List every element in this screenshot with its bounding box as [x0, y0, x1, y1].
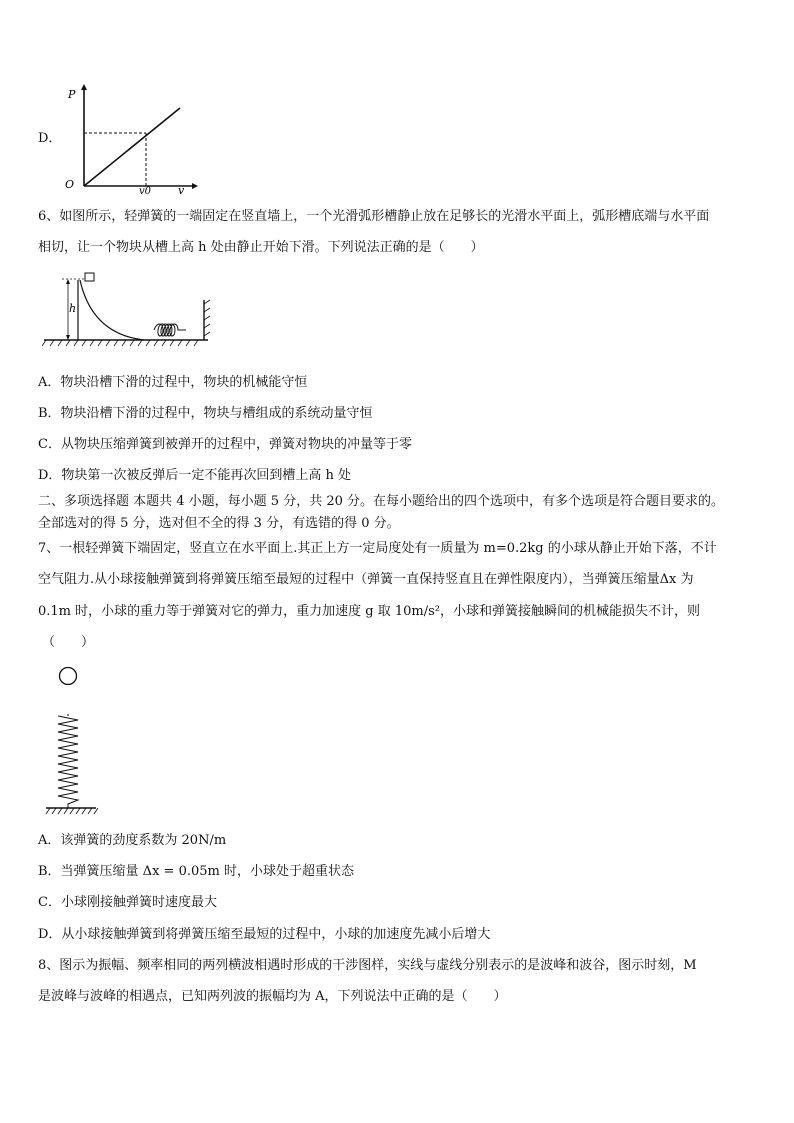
groove-spring-figure: [42, 270, 212, 348]
q6-stem-line-2: 相切，让一个物块从槽上高 h 处由静止开始下滑。下列说法正确的是（ ）: [38, 240, 484, 255]
q6-option-d: D．物块第一次被反弹后一定不能再次回到槽上高 h 处: [38, 468, 352, 483]
q6-option-b: B．物块沿槽下滑的过程中，物块与槽组成的系统动量守恒: [38, 406, 373, 421]
height-label: h: [69, 302, 77, 315]
tick-label-v0: v0: [139, 186, 152, 197]
origin-label: O: [65, 178, 75, 191]
option-letter-d: D．: [38, 131, 62, 146]
axis-label-v: v: [178, 184, 185, 197]
q8-stem-line-2: 是波峰与波峰的相遇点，已知两列波的振幅均为 A，下列说法中正确的是（ ）: [38, 989, 507, 1004]
q7-stem-line-4: （ ）: [42, 635, 95, 650]
section-2-line-1: 二、多项选择题 本题共 4 小题，每小题 5 分，共 20 分。在每小题给出的四个选项中，有多个选项是符合题目要求的。: [38, 494, 725, 509]
ball-spring-figure: [44, 664, 100, 816]
q6-option-c: C．从物块压缩弹簧到被弹开的过程中，弹簧对物块的冲量等于零: [38, 437, 412, 452]
q7-option-d: D．从小球接触弹簧到将弹簧压缩至最短的过程中，小球的加速度先减小后增大: [38, 927, 491, 942]
q6-stem-line-1: 6、如图所示，轻弹簧的一端固定在竖直墙上，一个光滑弧形槽静止放在足够长的光滑水平面上，弧形槽底端与水平面: [38, 209, 710, 224]
q7-stem-line-3: 0.1m 时，小球的重力等于弹簧对它的弹力，重力加速度 g 取 10m/s²，小球和弹簧接触瞬间的机械能损失不计，则: [38, 604, 700, 619]
momentum-velocity-graph: [60, 82, 200, 198]
q7-option-a: A．该弹簧的劲度系数为 20N/m: [38, 833, 227, 848]
section-2-line-2: 全部选对的得 5 分，选对但不全的得 3 分，有选错的得 0 分。: [38, 516, 400, 531]
q8-stem-line-1: 8、图示为振幅、频率相同的两列横波相遇时形成的干涉图样，实线与虚线分别表示的是波峰和波谷，图示时刻，M: [38, 958, 697, 973]
q7-option-b: B．当弹簧压缩量 Δx = 0.05m 时，小球处于超重状态: [38, 864, 354, 879]
q7-option-c: C．小球刚接触弹簧时速度最大: [38, 895, 217, 910]
axis-label-p: P: [68, 88, 76, 101]
q7-stem-line-2: 空气阻力.从小球接触弹簧到将弹簧压缩至最短的过程中（弹簧一直保持竖直且在弹性限度内），当弹簧压缩量Δx 为: [38, 572, 694, 587]
q6-option-a: A．物块沿槽下滑的过程中，物块的机械能守恒: [38, 375, 308, 390]
q7-stem-line-1: 7、一根轻弹簧下端固定，竖直立在水平面上.其正上方一定局度处有一质量为 m=0.2kg 的小球从静止开始下落，不计: [38, 541, 717, 556]
ball-icon: [60, 668, 77, 685]
